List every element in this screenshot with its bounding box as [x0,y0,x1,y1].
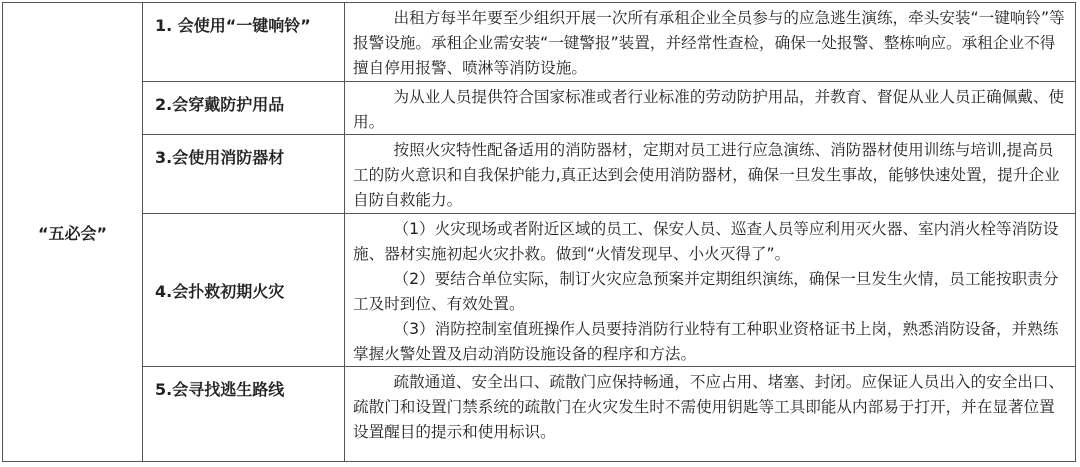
paragraph: 为从业人员提供符合国家标准或者行业标准的劳动防护用品，并教育、督促从业人员正确佩戴、使用。 [353,88,1065,131]
paragraph: （1）火灾现场或者附近区域的员工、保安人员、巡查人员等应利用灭火器、室内消火栓等消防设施、器材实施初起火灾扑救。做到“火情发现早、小火灭得了”。 [353,220,1059,263]
row-title-alarm: 1. 会使用“一键响铃” [143,3,345,82]
paragraph: 出租方每半年要至少组织开展一次所有承租企业全员参与的应急逃生演练，牵头安装“一键响铃”等报警设施。承租企业需安装“一键警报”装置，并经常性查检，确保一处报警、整栋响应。承租企业不得擅自停用报警、喷淋等消防设施。 [353,9,1065,77]
row-desc-protective-gear [345,82,1075,135]
row-desc-alarm [345,3,1075,82]
paragraph: （2）要结合单位实际，制订火灾应急预案并定期组织演练，确保一旦发生火情，员工能按职责分工及时到位、有效处置。 [353,270,1059,313]
paragraph: （3）消防控制室值班操作人员要持消防行业特有工种职业资格证书上岗，熟悉消防设备，并熟练掌握火警处置及启动消防设施设备的程序和方法。 [353,320,1059,363]
row-title-protective-gear: 2.会穿戴防护用品 [143,82,345,135]
five-musts-table [2,2,1076,462]
row-title-fire-equipment: 3.会使用消防器材 [143,135,345,214]
category-label: “五必会” [3,3,143,461]
row-desc-initial-fire [345,214,1075,367]
row-title-escape-route: 5.会寻找逃生路线 [143,367,345,461]
row-desc-fire-equipment [345,135,1075,214]
row-title-initial-fire: 4.会扑救初期火灾 [143,214,345,367]
row-desc-escape-route [345,367,1075,461]
paragraph: 按照火灾特性配备适用的消防器材，定期对员工进行应急演练、消防器材使用训练与培训,提高员工的防火意识和自我保护能力,真正达到会使用消防器材，确保一旦发生事故，能够快速处置，提升企业自防自救能力。 [353,141,1060,209]
paragraph: 疏散通道、安全出口、疏散门应保持畅通，不应占用、堵塞、封闭。应保证人员出入的安全出口、疏散门和设置门禁系统的疏散门在火灾发生时不需使用钥匙等工具即能从内部易于打开，并在显著位置设置醒目的提示和使用标识。 [353,373,1065,441]
